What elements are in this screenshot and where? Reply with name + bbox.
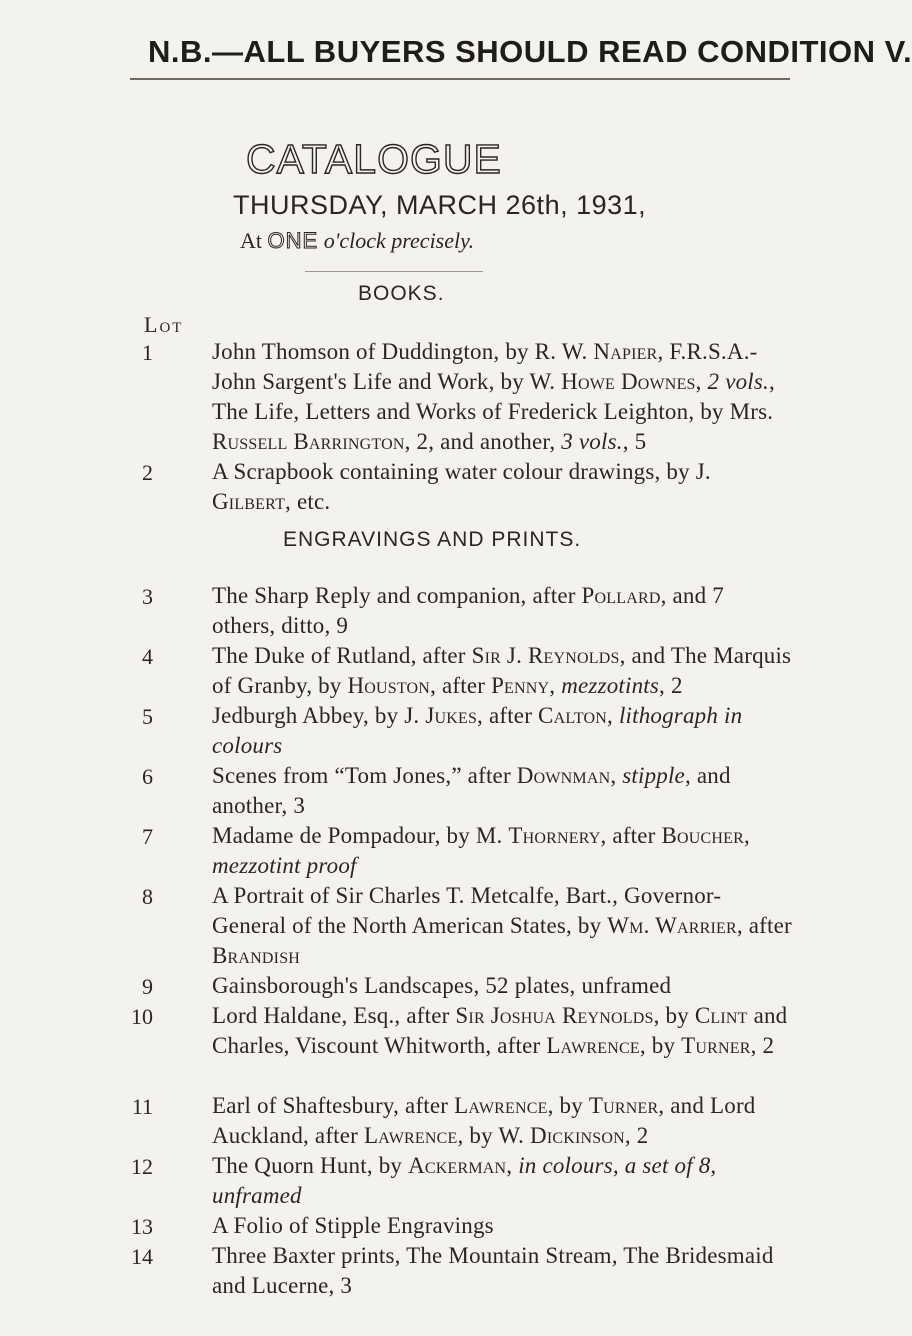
lot-number: 13 xyxy=(131,1214,153,1239)
catalogue-title: CATALOGUE xyxy=(246,136,502,182)
lot-number: 5 xyxy=(142,704,153,729)
lot-description: A Portrait of Sir Charles T. Metcalfe, Bart., Governor-General of the North American States, by Wm. Warrier, after Brandish xyxy=(212,883,792,968)
lot-description: The Duke of Rutland, after Sir J. Reynolds, and The Marquis of Granby, by Houston, after Penny, mezzotints, 2 xyxy=(212,643,792,698)
lot-number: 10 xyxy=(131,1004,153,1029)
lot-description: Scenes from “Tom Jones,” after Downman, stipple, and another, 3 xyxy=(212,763,731,818)
lot-description: John Thomson of Duddington, by R. W. Napier, F.R.S.A.- John Sargent's Life and Work, by W. Howe Downes, 2 vols., The Life, Letters and Works of Frederick Leighton, by Mrs. Russell Barrington, 2, and another, 3 vols., 5 xyxy=(212,339,775,454)
lot-number: 8 xyxy=(142,884,153,909)
lot-description: Gainsborough's Landscapes, 52 plates, unframed xyxy=(212,973,672,998)
lot-number: 11 xyxy=(131,1094,153,1119)
lot-number: 2 xyxy=(142,460,153,485)
lot-column-label: Lot xyxy=(144,312,184,337)
lot-description: A Folio of Stipple Engravings xyxy=(212,1213,494,1238)
condition-notice-banner: N.B.—ALL BUYERS SHOULD READ CONDITION V. xyxy=(148,34,912,69)
lot-number: 14 xyxy=(131,1244,153,1269)
section-heading-engravings: ENGRAVINGS AND PRINTS. xyxy=(283,528,582,551)
lot-description: Three Baxter prints, The Mountain Stream, The Bridesmaid and Lucerne, 3 xyxy=(212,1243,774,1298)
lot-number: 4 xyxy=(142,644,153,669)
lot-description: Earl of Shaftesbury, after Lawrence, by Turner, and Lord Auckland, after Lawrence, by W. Dickinson, 2 xyxy=(212,1093,756,1148)
section-heading-books: BOOKS. xyxy=(358,282,445,305)
title-divider xyxy=(305,271,483,272)
lot-description: Lord Haldane, Esq., after Sir Joshua Reynolds, by Clint and Charles, Viscount Whitworth, after Lawrence, by Turner, 2 xyxy=(212,1003,788,1058)
lot-description: The Quorn Hunt, by Ackerman, in colours, a set of 8, unframed xyxy=(212,1153,717,1208)
lot-number: 6 xyxy=(142,764,153,789)
lot-description: A Scrapbook containing water colour drawings, by J. Gilbert, etc. xyxy=(212,459,711,514)
lot-description: The Sharp Reply and companion, after Pollard, and 7 others, ditto, 9 xyxy=(212,583,724,638)
lot-description: Madame de Pompadour, by M. Thornery, after Boucher, mezzotint proof xyxy=(212,823,750,878)
lot-number: 9 xyxy=(142,974,153,999)
time-suffix: o'clock precisely. xyxy=(323,228,475,253)
time-prefix: At xyxy=(240,228,262,253)
lot-number: 7 xyxy=(142,824,153,849)
lot-number: 1 xyxy=(142,340,153,365)
lot-description: Jedburgh Abbey, by J. Jukes, after Calton, lithograph in colours xyxy=(212,703,743,758)
lot-number: 12 xyxy=(131,1154,153,1179)
lot-number: 3 xyxy=(142,584,153,609)
time-hour: ONE xyxy=(267,228,319,253)
header-rule xyxy=(130,78,790,80)
sale-date: THURSDAY, MARCH 26th, 1931, xyxy=(233,190,647,220)
sale-time xyxy=(240,228,474,254)
